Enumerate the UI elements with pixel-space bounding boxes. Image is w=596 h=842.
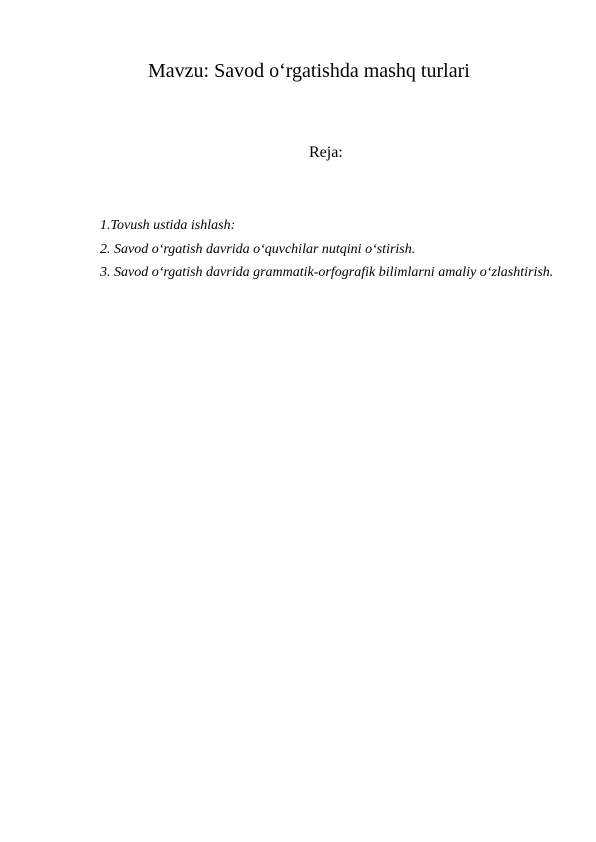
plan-item-3: 3. Savod o‘rgatish davrida grammatik-orfografik bilimlarni amaliy o‘zlashtirish. [100, 265, 554, 280]
plan-list [84, 214, 554, 285]
plan-item-1: 1.Tovush ustida ishlash: [100, 218, 236, 233]
plan-heading: Reja: [309, 144, 343, 161]
document-title: Mavzu: Savod o‘rgatishda mashq turlari [148, 60, 470, 82]
plan-item-2: 2. Savod o‘rgatish davrida o‘quvchilar nutqini o‘stirish. [100, 241, 416, 257]
